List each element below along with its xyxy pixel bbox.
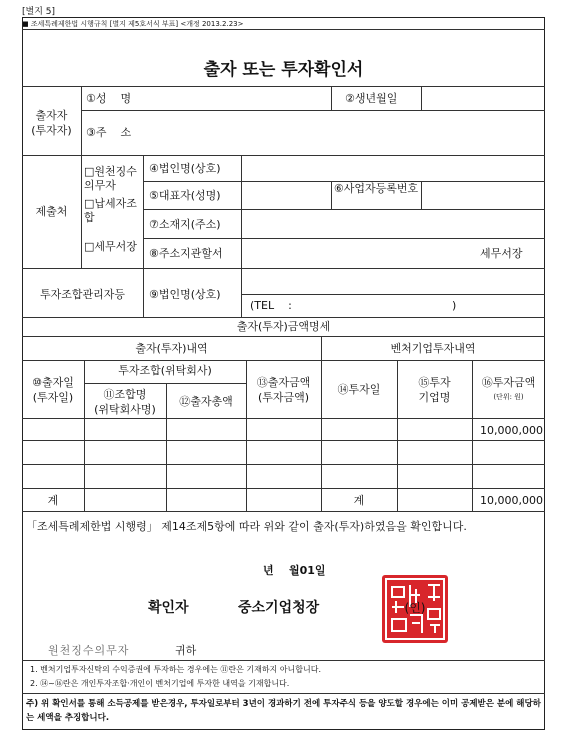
rep-label: ⑤대표자(성명) bbox=[149, 189, 221, 202]
col-invest-date: ⑭투자일 bbox=[337, 383, 381, 396]
confirmer-label: 확인자 bbox=[148, 600, 189, 616]
regulation-line: ■ 조세특례제한법 시행규칙 [별지 제5호서식 부표] <개정 2013.2.23> bbox=[22, 20, 244, 28]
details-title: 출자(투자)금액명세 bbox=[236, 320, 331, 333]
rep-field[interactable] bbox=[242, 182, 330, 209]
addressee: 원천징수의무자 bbox=[48, 644, 130, 657]
right-header: 벤처기업투자내역 bbox=[390, 342, 476, 355]
manager-label: 투자조합관리자등 bbox=[39, 288, 125, 301]
investor-label: 출자자 (투자자) bbox=[31, 109, 72, 137]
col-unit: (단위: 원) bbox=[493, 393, 524, 401]
row1-amount: 10,000,000 bbox=[480, 424, 543, 437]
corp-name-label: ④법인명(상호) bbox=[149, 162, 221, 175]
taxoffice-label: ⑧주소지관할서 bbox=[149, 247, 223, 260]
seal-mark: (인) bbox=[404, 601, 426, 615]
option-tax-office[interactable]: □세무서장 bbox=[84, 240, 137, 253]
manager-corp-label: ⑨법인명(상호) bbox=[149, 288, 221, 301]
manager-corp-field[interactable] bbox=[242, 269, 544, 294]
corp-name-field[interactable] bbox=[242, 156, 544, 181]
addressee-suffix: 귀하 bbox=[175, 644, 197, 657]
form-title: 출자 또는 투자확인서 bbox=[203, 60, 364, 80]
form-id: [별지 5] bbox=[22, 7, 55, 17]
official-seal bbox=[382, 575, 448, 643]
birth-field[interactable] bbox=[422, 87, 544, 110]
col-date: ⑩출자일 (투자일) bbox=[32, 376, 74, 404]
total-label-right: 계 bbox=[353, 494, 365, 507]
bizno-label: ⑥사업자등록번호 bbox=[333, 182, 419, 195]
date-text: 년 월01일 bbox=[263, 564, 326, 577]
col-union-total: ⑫출자총액 bbox=[179, 395, 233, 408]
tel-label: (TEL : bbox=[250, 299, 292, 312]
note-1: 1. 벤처기업투자신탁의 수익증권에 투자하는 경우에는 ⑪란은 기재하지 아니합니다. bbox=[30, 665, 321, 674]
note-2: 2. ⑭~⑯란은 개인투자조합·개인이 벤처기업에 투자한 내역을 기재합니다. bbox=[30, 679, 290, 688]
left-header: 출자(투자)내역 bbox=[135, 342, 208, 355]
location-label: ⑦소재지(주소) bbox=[149, 218, 221, 231]
col-union-name: ⑪조합명 (위탁회사명) bbox=[94, 388, 156, 416]
name-field[interactable] bbox=[143, 87, 331, 110]
name-label: ①성 명 bbox=[86, 92, 132, 105]
warning-note: 주) 위 확인서를 통해 소득공제를 받은경우, 투자일로부터 3년이 경과하기 전에 투자주식 등을 양도할 경우에는 이미 공제받은 분에 해당하는 세액을 추징합니다. bbox=[26, 699, 541, 723]
location-field[interactable] bbox=[242, 210, 544, 238]
col-amount: ⑬출자금액 (투자금액) bbox=[256, 376, 311, 404]
total-amount: 10,000,000 bbox=[480, 494, 543, 507]
address-label: ③주 소 bbox=[86, 126, 132, 139]
bizno-field[interactable] bbox=[422, 182, 544, 209]
option-withholding[interactable]: □원천징수의무자 bbox=[84, 165, 137, 192]
col-union-group: 투자조합(위탁회사) bbox=[118, 364, 212, 377]
tel-close: ) bbox=[452, 299, 457, 312]
total-label-left: 계 bbox=[47, 494, 59, 507]
birth-label: ②생년월일 bbox=[345, 92, 398, 105]
confirmer-name: 중소기업청장 bbox=[238, 600, 320, 616]
col-company: ⑮투자 기업명 bbox=[418, 376, 451, 404]
address-field[interactable] bbox=[143, 111, 544, 155]
taxoffice-suffix: 세무서장 bbox=[480, 247, 523, 260]
option-tax-union[interactable]: □납세자조합 bbox=[84, 197, 137, 224]
submitter-label: 제출처 bbox=[35, 205, 68, 218]
col-invest-amount: ⑯투자금액 bbox=[481, 376, 536, 389]
confirmation-text: 「조세특례제한법 시행령」 제14조제5항에 따라 위와 같이 출자(투자)하였음을 확인합니다. bbox=[26, 520, 467, 533]
